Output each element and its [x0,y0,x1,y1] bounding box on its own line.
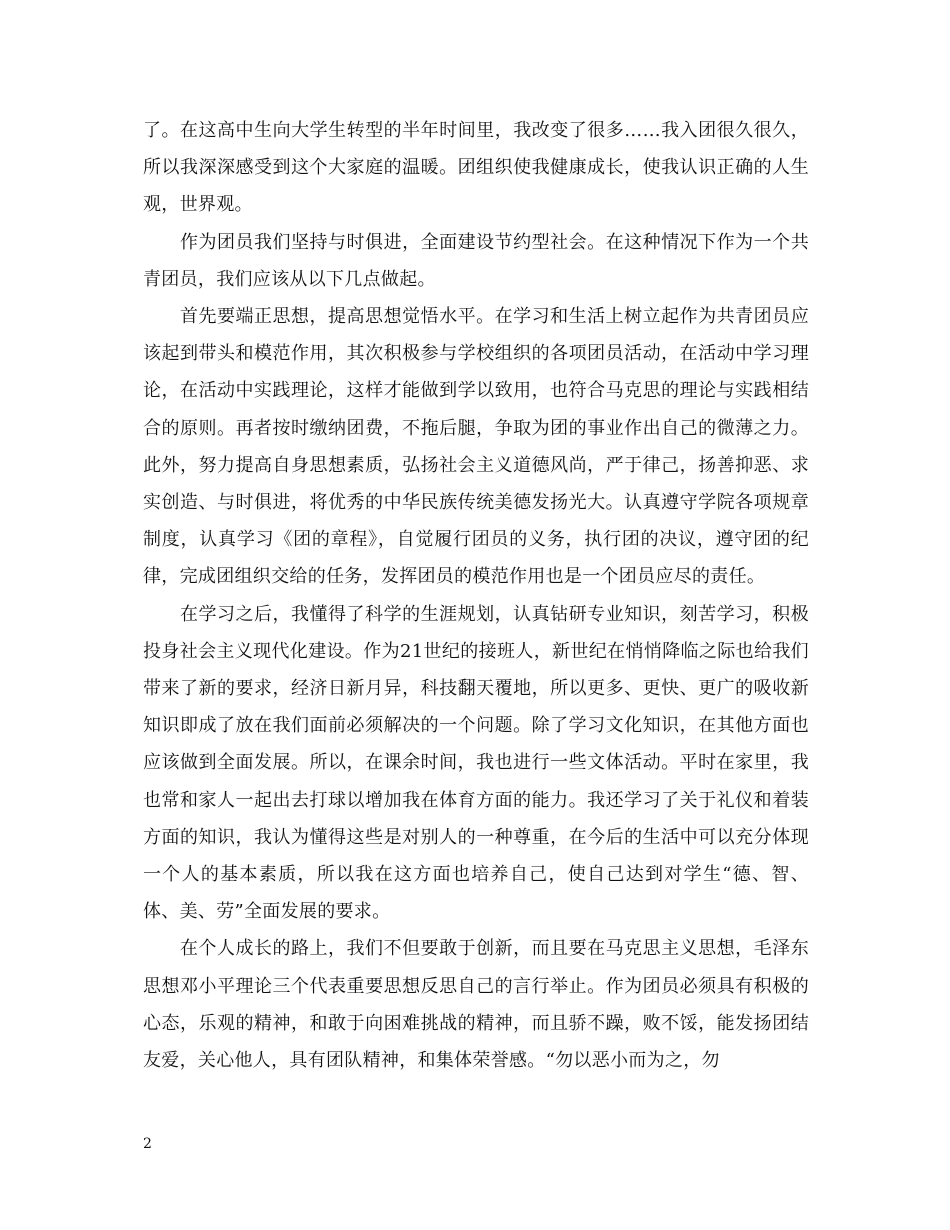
paragraph: 作为团员我们坚持与时俱进，全面建设节约型社会。在这种情况下作为一个共青团员，我们应该从以下几点做起。 [143,231,809,290]
paragraph-continuation: 了。在这高中生向大学生转型的半年时间里，我改变了很多……我入团很久很久，所以我深深感受到这个大家庭的温暖。团组织使我健康成长，使我认识正确的人生观，世界观。 [143,120,809,216]
paragraph: 在个人成长的路上，我们不但要敢于创新，而且要在马克思主义思想，毛泽东思想邓小平理论三个代表重要思想反思自己的言行举止。作为团员必须具有积极的心态，乐观的精神，和敢于向困难挑战的精神，而且骄不躁，败不馁，能发扬团结友爱，关心他人，具有团队精神，和集体荣誉感。“勿以恶小而为之，勿 [143,938,809,1072]
paragraph: 在学习之后，我懂得了科学的生涯规划，认真钻研专业知识，刻苦学习，积极投身社会主义现代化建设。作为21世纪的接班人，新世纪在悄悄降临之际也给我们带来了新的要求，经济日新月异，科技翻天覆地，所以更多、更快、更广的吸收新知识即成了放在我们面前必须解决的一个问题。除了学习文化知识，在其他方面也应该做到全面发展。所以，在课余时间，我也进行一些文体活动。平时在家里，我也常和家人一起出去打球以增加我在体育方面的能力。我还学习了关于礼仪和着装方面的知识，我认为懂得这些是对别人的一种尊重，在今后的生活中可以充分体现一个人的基本素质，所以我在这方面也培养自己，使自己达到对学生“德、智、体、美、劳”全面发展的要求。 [143,603,809,923]
document-body [143,112,809,1079]
paragraph: 首先要端正思想，提高思想觉悟水平。在学习和生活上树立起作为共青团员应该起到带头和模范作用，其次积极参与学校组织的各项团员活动，在活动中学习理论，在活动中实践理论，这样才能做到学以致用，也符合马克思的理论与实践相结合的原则。再者按时缴纳团费，不拖后腿，争取为团的事业作出自己的微薄之力。此外，努力提高自身思想素质，弘扬社会主义道德风尚，严于律己，扬善抑恶、求实创造、与时俱进，将优秀的中华民族传统美德发扬光大。认真遵守学院各项规章制度，认真学习《团的章程》，自觉履行团员的义务，执行团的决议，遵守团的纪律，完成团组织交给的任务，发挥团员的模范作用也是一个团员应尽的责任。 [143,306,809,588]
page-number: 2 [143,1136,152,1152]
